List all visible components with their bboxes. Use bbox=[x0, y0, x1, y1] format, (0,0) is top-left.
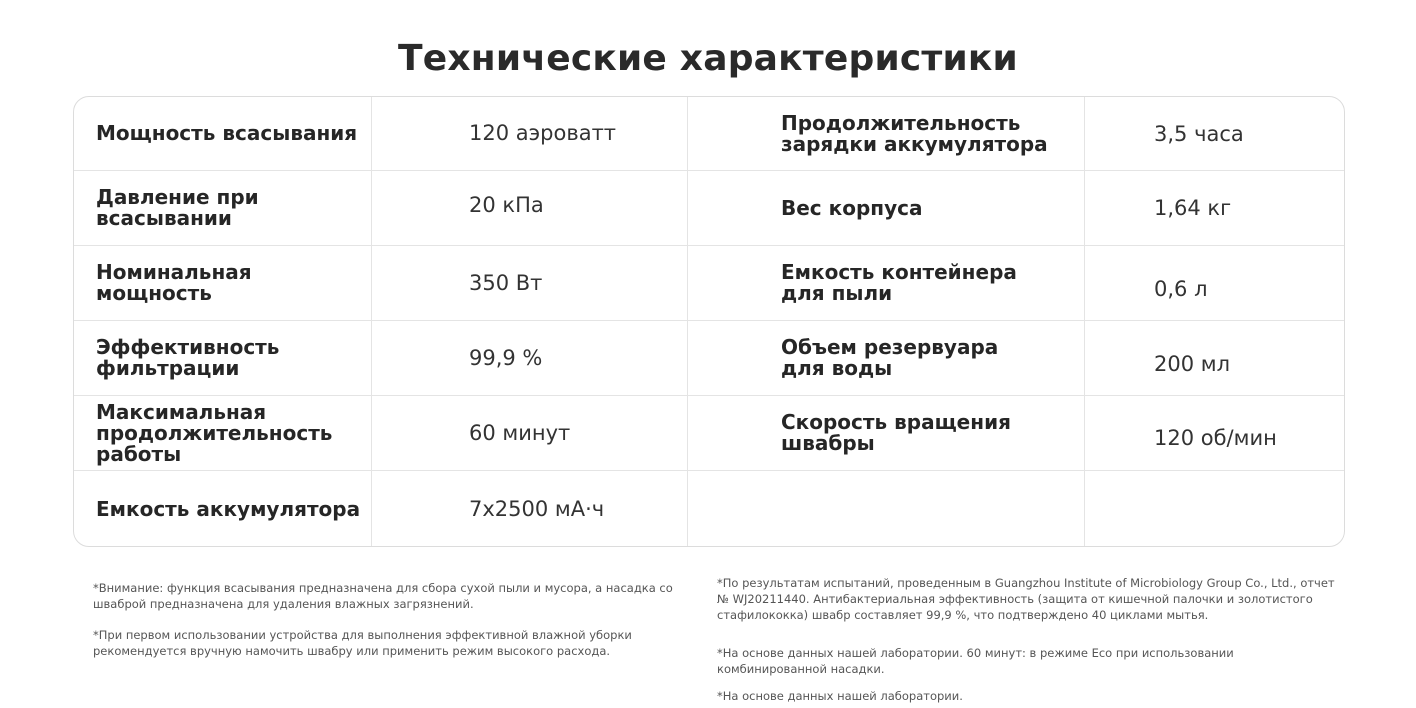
page-title: Технические характеристики bbox=[398, 38, 1018, 79]
spec-value: 20 кПа bbox=[469, 193, 544, 217]
spec-row bbox=[74, 97, 1344, 171]
spec-row bbox=[74, 396, 1344, 471]
spec-value: 99,9 % bbox=[469, 346, 543, 370]
spec-value: 60 минут bbox=[469, 421, 571, 445]
spec-label: Скорость вращения швабры bbox=[781, 410, 1011, 455]
spec-label: Мощность всасывания bbox=[96, 121, 358, 145]
footnotes-left bbox=[93, 580, 673, 659]
spec-label: Продолжительность зарядки аккумулятора bbox=[781, 110, 1048, 156]
spec-value: 7x2500 мА·ч bbox=[469, 497, 605, 521]
spec-value: 3,5 часа bbox=[1154, 121, 1244, 146]
spec-value: 200 мл bbox=[1154, 352, 1231, 376]
footnotes-right bbox=[717, 575, 1337, 704]
spec-value: 0,6 л bbox=[1154, 277, 1208, 301]
column-divider bbox=[371, 97, 372, 546]
spec-label: Емкость контейнера для пыли bbox=[781, 260, 1017, 305]
spec-row bbox=[74, 321, 1344, 396]
spec-label: Максимальная продолжительность работы bbox=[96, 399, 333, 466]
footnote: *На основе данных нашей лаборатории. bbox=[717, 689, 963, 703]
column-divider bbox=[1084, 97, 1085, 546]
spec-label: Номинальная мощность bbox=[96, 260, 252, 305]
footnote: *На основе данных нашей лаборатории. 60 минут: в режиме Eco при использовании комбинированной насадки. bbox=[717, 646, 1234, 676]
footnote: *При первом использовании устройства для выполнения эффективной влажной уборки рекомендуется вручную намочить швабру или применить режим высокого расхода. bbox=[93, 628, 632, 658]
spec-label: Давление при всасывании bbox=[96, 185, 259, 230]
spec-label: Емкость аккумулятора bbox=[96, 496, 361, 521]
spec-table bbox=[73, 96, 1345, 547]
spec-label: Объем резервуара для воды bbox=[781, 335, 999, 380]
spec-value: 120 об/мин bbox=[1154, 426, 1277, 450]
column-divider bbox=[687, 97, 688, 546]
spec-value: 350 Вт bbox=[469, 271, 543, 295]
spec-label: Эффективность фильтрации bbox=[96, 335, 280, 380]
spec-label: Вес корпуса bbox=[781, 195, 923, 220]
spec-row bbox=[74, 246, 1344, 321]
spec-value: 120 аэроватт bbox=[469, 121, 617, 145]
footnote: *Внимание: функция всасывания предназначена для сбора сухой пыли и мусора, а насадка со шваброй предназначена для удаления влажных загрязнений. bbox=[93, 581, 673, 611]
spec-row bbox=[74, 171, 1344, 246]
spec-row bbox=[74, 471, 1344, 547]
spec-value: 1,64 кг bbox=[1154, 196, 1232, 220]
footnote: *По результатам испытаний, проведенным в Guangzhou Institute of Microbiology Group Co., Ltd., отчет № WJ20211440. Антибактериальная эффективность (защита от кишечной палочки и золотистого стафилококка) швабр составляет 99,9 %, что подтверждено 40 циклами мытья. bbox=[717, 576, 1335, 622]
